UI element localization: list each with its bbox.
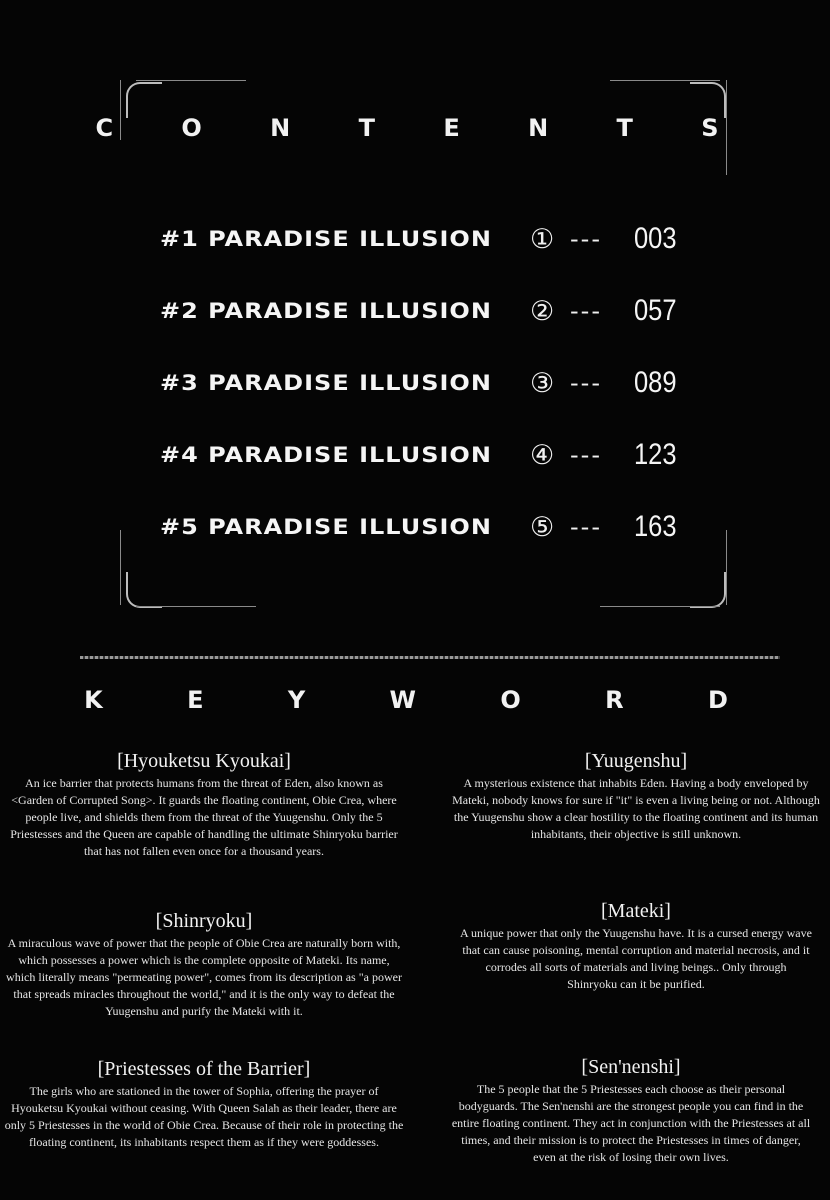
chapter-title: #1 PARADISE ILLUSION: [160, 226, 492, 252]
keyword-entry: [460, 900, 812, 993]
frame-line: [610, 80, 720, 81]
toc-row[interactable]: [160, 347, 700, 419]
frame-line: [136, 606, 256, 607]
leader-dashes: ---: [570, 441, 602, 469]
section-divider: [80, 656, 780, 659]
chapter-title: #4 PARADISE ILLUSION: [160, 442, 492, 468]
keyword-description: The 5 people that the 5 Priestesses each choose as their personal bodyguards. The Sen'nenshi are the strongest people you can find in the entire floating continent. They act in conjunction with the Priestesses at all times, and their mission is to protect the Priestesses in times of danger, even at the risk of losing their own lives.: [451, 1082, 811, 1164]
toc-row[interactable]: [160, 491, 700, 563]
keyword-term: [Mateki]: [601, 900, 671, 922]
frame-ornament-bottom-left: [126, 572, 162, 608]
keyword-description: The girls who are stationed in the tower of Sophia, offering the prayer of Hyouketsu Kyoukai without ceasing. With Queen Salah as their leader, there are only 5 Priestesses in the world of Obie Crea. Because of their role in protecting the floating continent, its inhabitants respect them as if they were goddesses.: [4, 1084, 404, 1149]
frame-ornament-top-right: [690, 82, 726, 118]
chapter-number: ②: [530, 295, 555, 327]
toc-row[interactable]: [160, 203, 700, 275]
frame-ornament-bottom-right: [690, 572, 726, 608]
keyword-term: [Priestesses of the Barrier]: [97, 1058, 311, 1080]
page-number: 123: [634, 438, 677, 471]
keyword-description: An ice barrier that protects humans from the threat of Eden, also known as <Garden of Corrupted Song>. It guards the floating continent, Obie Crea, where people live, and shields them from the threat of the Yuugenshu. Only the 5 Priestesses and the Queen are capable of handling the ultimate Shinryoku barrier that has not fallen even once for a thousand years.: [10, 776, 398, 858]
keyword-term: [Sen'nenshi]: [581, 1056, 681, 1078]
page-number: 089: [634, 366, 677, 399]
keyword-description: A miraculous wave of power that the people of Obie Crea are naturally born with, which possesses a power which is the complete opposite of Mateki. Its name, which literally means "permeating power", comes from its description as "a power that spreads miracles throughout the world," and it is the only way to defeat the Yuugenshu and purify the Mateki with it.: [6, 936, 402, 1018]
page-number: 057: [634, 294, 677, 327]
toc-row[interactable]: [160, 275, 700, 347]
frame-ornament-top-left: [126, 82, 162, 118]
chapter-number: ③: [530, 367, 555, 399]
keyword-term: [Hyouketsu Kyoukai]: [117, 750, 291, 772]
leader-dashes: ---: [570, 369, 602, 397]
chapter-title: #5 PARADISE ILLUSION: [160, 514, 492, 540]
frame-line: [600, 606, 720, 607]
frame-line: [726, 530, 727, 605]
keyword-entry: [4, 910, 404, 1020]
keyword-term: [Shinryoku]: [155, 910, 253, 932]
chapter-number: ⑤: [530, 511, 555, 543]
chapter-number: ①: [530, 223, 555, 255]
keyword-entry: [8, 750, 400, 860]
frame-line: [120, 530, 121, 605]
leader-dashes: ---: [570, 225, 602, 253]
chapter-number: ④: [530, 439, 555, 471]
keyword-term: [Yuugenshu]: [584, 750, 688, 772]
page-number: 003: [634, 222, 677, 255]
leader-dashes: ---: [570, 297, 602, 325]
chapter-title: #2 PARADISE ILLUSION: [160, 298, 492, 324]
keyword-entry: [448, 750, 824, 843]
leader-dashes: ---: [570, 513, 602, 541]
table-of-contents: [160, 203, 700, 563]
keyword-entry: [450, 1056, 812, 1166]
keyword-description: A unique power that only the Yuugenshu have. It is a cursed energy wave that can cause poisoning, mental corruption and material necrosis, and it corrodes all sorts of materials and living beings.. Only through Shinryoku can it be purified.: [460, 926, 812, 991]
keyword-heading: K E Y W O R D: [84, 686, 766, 714]
chapter-title: #3 PARADISE ILLUSION: [160, 370, 492, 396]
toc-row[interactable]: [160, 419, 700, 491]
keyword-entry: [4, 1058, 404, 1151]
keyword-description: A mysterious existence that inhabits Eden. Having a body enveloped by Mateki, nobody knows for sure if "it" is even a living being or not. Although the Yuugenshu show a clear hostility to the floating continent and its human inhabitants, their objective is still unknown.: [452, 776, 820, 841]
page-number: 163: [634, 510, 677, 543]
frame-line: [136, 80, 246, 81]
contents-heading: C O N T E N T S: [95, 114, 749, 142]
